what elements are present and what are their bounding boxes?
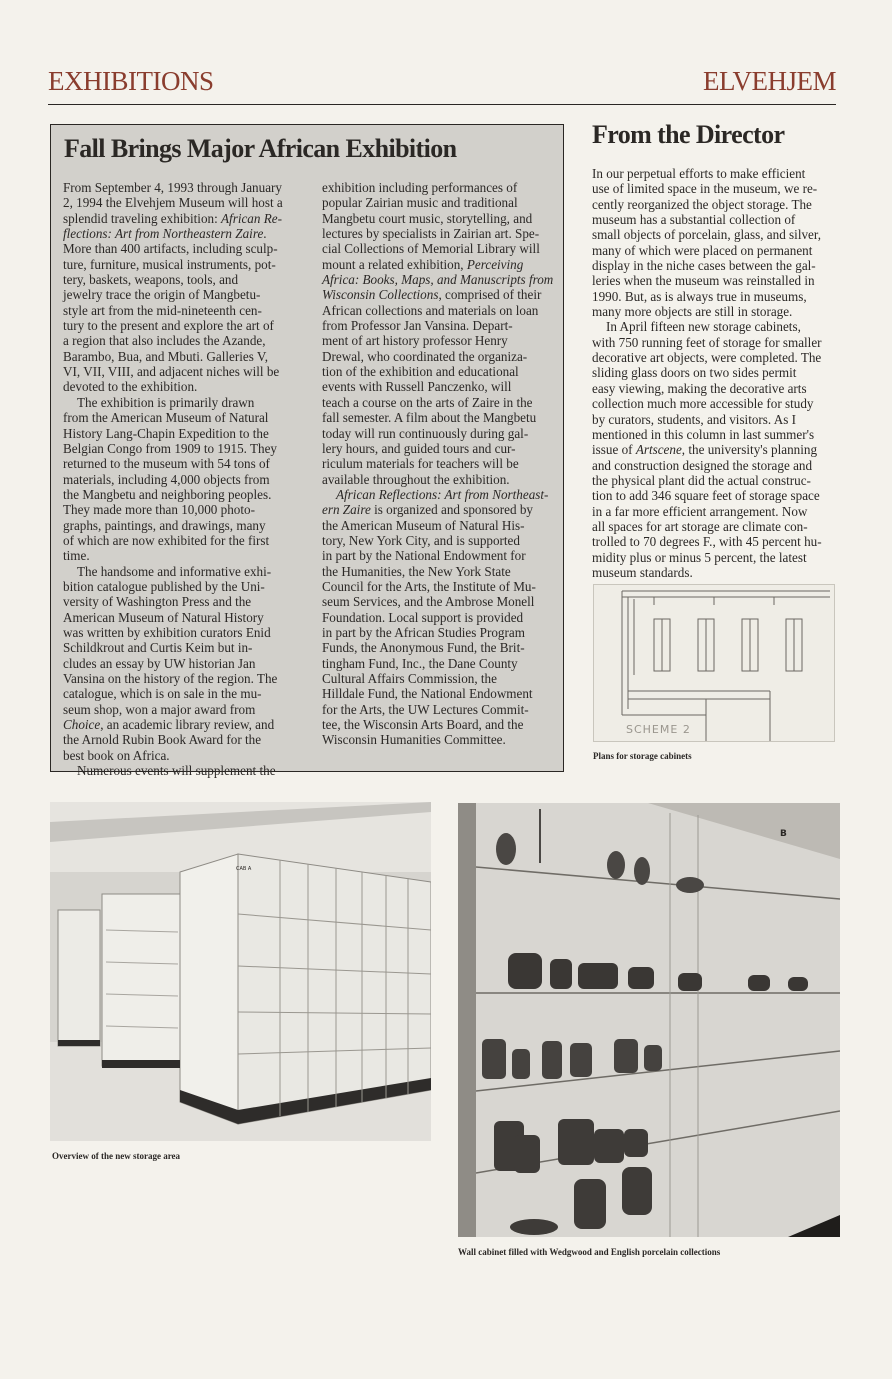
wall-cabinet-photo <box>458 803 840 1237</box>
plan-drawing <box>594 585 834 741</box>
cabinet-label-a: CAB A <box>236 866 252 872</box>
wall-cabinet-illustration <box>458 803 840 1237</box>
feature-paragraph: The handsome and informative exhi- bition catalogue published by the Uni- versity of Washington Press and the American Museum of Natural History was written by exhibition curators Enid Schildkrout and Curtis Keim but in- cludes an essay by UW historian Jan Vansina on the history of the region. The catalogue, which is on sale in the mu- seum shop, won a major award from Choice, an academic library review, and the Arnold Rubin Book Award for the best book on Africa. <box>63 563 278 763</box>
brand-name: ELVEHJEM <box>702 66 836 96</box>
feature-paragraph: African Reflections: Art from Northeast- ern Zaire is organized and sponsored by the American Museum of Natural His- tory, New York City, and is supported in part by the National Endowment for the Humanities, the New York State Council for the Arts, the Institute of Mu- seum Services, and the Ambrose Monell Foundation. Local support is provided in part by the African Studies Program Funds, the Anonymous Fund, the Brit- tingham Fund, Inc., the Dane County Cultural Affairs Commission, the Hilldale Fund, the National Endowment for the Arts, the UW Lectures Commit- tee, the Wisconsin Arts Board, and the Wisconsin Humanities Committee. <box>322 486 549 748</box>
feature-paragraph: exhibition including performances of popular Zairian music and traditional Mangbetu court music, storytelling, and lectures by specialists in Zairian art. Spe- cial Collections of Memorial Library will mount a related exhibition, Perceiving Africa: Books, Maps, and Manuscripts from Wisconsin Collections, comprised of their African collections and materials on loan from Professor Jan Vansina. Depart- ment of art history professor Henry Drewal, who coordinated the organiza- tion of the exhibition and educational events with Russell Panczenko, will teach a course on the arts of Zaire in the fall semester. A film about the Mangbetu today will run continuously during gal- lery hours, and guided tours and cur- riculum materials for teachers will be available throughout the exhibition. <box>322 180 554 487</box>
storage-area-caption: Overview of the new storage area <box>52 1151 181 1161</box>
cabinet-label-b: B <box>780 829 787 839</box>
feature-paragraph: From September 4, 1993 through January 2, 1994 the Elvehjem Museum will host a splendid traveling exhibition: African Re- flections: Art from Northeastern Zaire. More than 400 artifacts, including sculp- ture, furniture, musical instruments, pot- tery, baskets, weapons, tools, and jewelry trace the origin of Mangbetu- style art from the mid-nineteenth cen- tury to the present and explore the art of a region that also includes the Azande, Barambo, Bua, and Mbuti. Galleries V, VI, VII, VIII, and adjacent niches will be devoted to the exhibition. <box>63 180 283 395</box>
plan-sketch-label: SCHEME 2 <box>626 723 691 736</box>
feature-column-1 <box>63 180 297 778</box>
director-column <box>592 166 838 580</box>
storage-plan-sketch <box>593 584 835 742</box>
director-paragraph: In our perpetual efforts to make efficient use of limited space in the museum, we re- cently reorganized the object storage. The museum has a substantial collection of small objects of porcelain, glass, and silver, many of which were placed on permanent display in the niche cases between the gal- leries when the museum was reinstalled in 1990. But, as is always true in museums, many more objects are still in storage. <box>592 166 822 320</box>
storage-area-illustration <box>50 802 431 1141</box>
feature-paragraph: Numerous events will supplement the <box>77 763 276 779</box>
plan-caption: Plans for storage cabinets <box>593 751 692 761</box>
feature-title: Fall Brings Major African Exhibition <box>64 134 457 163</box>
header-rule <box>48 104 836 105</box>
wall-cabinet-caption: Wall cabinet filled with Wedgwood and English porcelain collections <box>458 1247 721 1257</box>
feature-paragraph: The exhibition is primarily drawn from the American Museum of Natural History Lang-Chapin Expedition to the Belgian Congo from 1909 to 1915. They returned to the museum with 54 tons of materials, including 4,000 objects from the Mangbetu and neighboring peoples. They made more than 10,000 photo- graphs, paintings, and drawings, many of which are now exhibited for the first time. <box>63 394 278 564</box>
feature-column-2 <box>322 180 552 748</box>
section-title: EXHIBITIONS <box>48 66 214 96</box>
director-title: From the Director <box>592 120 785 149</box>
storage-area-photo <box>50 802 431 1141</box>
director-paragraph: In April fifteen new storage cabinets, with 750 running feet of storage for smaller decorative art objects, were completed. The sliding glass doors on two sides permit easy viewing, making the decorative arts collection much more accessible for study by curators, students, and visitors. As I mentioned in this column in last summer's issue of Artscene, the university's planning and construction designed the storage and the physical plant did the actual construc- tion to add 346 square feet of storage space in a far more efficient arrangement. Now all spaces for art storage are climate con- trolled to 70 degrees F., with 45 percent hu- midity plus or minus 5 percent, the latest museum standards. <box>592 319 822 580</box>
